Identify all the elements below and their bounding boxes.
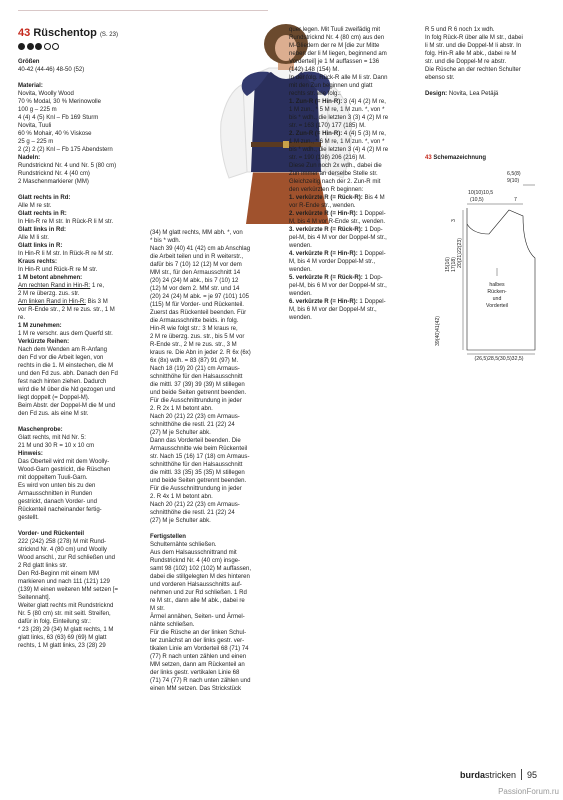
- text-line: Ärmel annähen, Seiten- und Ärmel-: [150, 614, 245, 620]
- text-line: 2 (2) 2 (2) Knl – Fb 175 Abendstern: [18, 147, 113, 153]
- text-line: schnitthöhe für den Halsausschnitt: [150, 462, 243, 468]
- section-heading: Hinweis:: [18, 451, 43, 457]
- text-line: Wood anschl., zur Rd schließen und: [18, 555, 116, 561]
- schema-neck-a: 10(10)10,5: [468, 190, 494, 196]
- text-line: folg. Hin-R alle M abk., dabei re M: [425, 51, 517, 57]
- text-line: wird die M über die Nd gezogen und: [18, 387, 116, 393]
- text-line: vor R-Ende str., wenden.: [289, 203, 356, 209]
- text-line: 2. R 4x 1 M betont abn.: [150, 494, 213, 500]
- difficulty-dot-filled: [18, 43, 25, 50]
- text-line: 4 (4) 4 (5) Knl – Fb 169 Sturm: [18, 115, 99, 121]
- text-line: wenden.: [289, 243, 312, 249]
- text-line: glatt links, 63 (63) 69 (69) M glatt: [18, 635, 107, 641]
- text-line: (71) 74 (77) R nach unten zählen und: [150, 678, 251, 684]
- text-line: Rundstricknd Nr. 4 (40 cm) insge-: [150, 558, 241, 564]
- text-line: 2. verkürzte R (= Hin-R): 1 Doppel-: [289, 211, 386, 217]
- schema-bottom: (26,5)28,5(30,5)32,5): [474, 356, 524, 362]
- section-heading: Material:: [18, 83, 43, 89]
- column-2-text: [150, 229, 276, 693]
- text-line: gestrickt, danach Vorder- und: [18, 499, 97, 505]
- pattern-title: [18, 26, 136, 42]
- section-heading: Glatt rechts in R:: [18, 211, 67, 217]
- text-line: str. = 163 (170) 177 (185) M.: [289, 123, 366, 129]
- column-1: [18, 26, 136, 650]
- text-line: fest nach hinten ziehen. Dadurch: [18, 379, 107, 385]
- text-line: Rückenteil nacheinander fertig-: [18, 507, 102, 513]
- text-line: ter zunächst an der links gestr. ver-: [150, 638, 245, 644]
- text-line: 60 % Mohair, 40 % Viskose: [18, 131, 92, 137]
- text-line: Rundstricknd Nr. 4 und Nr. 5 (80 cm): [18, 163, 117, 169]
- text-line: In Hin-R li M str. In Rück-R re M str.: [18, 251, 114, 257]
- text-line: 1 M zun., * 5 M re, 1 M zun. *, von *: [289, 107, 385, 113]
- text-line: rechts str. wie folg.:: [289, 91, 341, 97]
- text-line: neben der li M liegen, beginnend am: [289, 51, 387, 57]
- section-heading: Vorder- und Rückenteil: [18, 531, 85, 537]
- text-line: nähte schließen.: [150, 622, 195, 628]
- text-line: (20) 24 (24) M abk., bis 7 (10) 12: [150, 278, 239, 284]
- column-4-text: [425, 26, 547, 98]
- text-line: Alle M li str.: [18, 235, 49, 241]
- text-line: liegt doppelt (= Doppel-M).: [18, 395, 90, 401]
- text-line: 3. verkürzte R (= Rück-R): 1 Dop-: [289, 227, 383, 233]
- text-line: dafür bis 7 (10) 12 (12) M vor dem: [150, 262, 242, 268]
- text-line: Am rechten Rand in Hin-R: 1 re,: [18, 283, 105, 289]
- text-line: vor R-Ende str., 2 M re zus. str., 1 M: [18, 307, 115, 313]
- text-line: wenden.: [289, 267, 312, 273]
- column-4: [425, 26, 547, 162]
- text-line: gestellt.: [18, 515, 39, 521]
- text-line: Dann das Vorderteil beenden. Die: [150, 438, 241, 444]
- section-heading: Glatt rechts in Rd:: [18, 195, 71, 201]
- difficulty-dot-empty: [44, 43, 51, 50]
- text-line: 21 M und 30 R = 10 x 10 cm: [18, 443, 95, 449]
- pattern-name: Rüschentop: [33, 27, 97, 39]
- text-line: wenden.: [289, 315, 312, 321]
- text-line: die Armausschnitte beids. in folg.: [150, 318, 239, 324]
- text-line: (27) M je Schulter abk.: [150, 430, 211, 436]
- text-line: Design: Novita, Lea Petäjä: [425, 91, 499, 97]
- text-line: Nach dem Wenden am R-Anfang: [18, 347, 107, 353]
- text-line: M-Gliedern der re M [die zur Mitte: [289, 43, 380, 49]
- schematic-drawing: [425, 168, 550, 368]
- text-line: den verkürzten R beginnen:: [289, 187, 364, 193]
- text-line: samt 98 (102) 102 (102) M auffassen,: [150, 566, 252, 572]
- schema-label-3: und: [492, 296, 502, 302]
- difficulty-dot-filled: [35, 43, 42, 50]
- text-line: 2 Maschenmarkierer (MM): [18, 179, 89, 185]
- column-1-text: [18, 58, 136, 650]
- text-line: schnitthöhe für den Halsausschnitt: [150, 374, 243, 380]
- schema-drop: 3: [451, 219, 457, 222]
- difficulty-dot-empty: [52, 43, 59, 50]
- schema-body: 39(40)41(42): [435, 316, 441, 346]
- text-line: schnitthöhe die restl. 21 (22) 24: [150, 422, 235, 428]
- brand-light: stricken: [484, 770, 516, 780]
- brand-bold: burda: [459, 770, 485, 780]
- text-line: 1. verkürzte R (= Rück-R): Bis 4 M: [289, 195, 385, 201]
- text-line: der links gestr. vertikalen Linie 68: [150, 670, 240, 676]
- text-line: Es wird von unten bis zu den: [18, 483, 96, 489]
- text-line: MM str., für den Armausschnitt 14: [150, 270, 241, 276]
- text-line: Zuerst das Rückenteil beenden. Für: [150, 310, 247, 316]
- text-line: mit doppeltem Tuuli-Garn.: [18, 475, 88, 481]
- text-line: und vorderen Halsausschnitts auf-: [150, 582, 242, 588]
- section-heading: Fertigstellen: [150, 534, 186, 540]
- text-line: Seitennaht].: [18, 595, 51, 601]
- text-line: schnitthöhe die restl. 21 (22) 24: [150, 510, 235, 516]
- text-line: Für die Ausschnittrundung in jeder: [150, 486, 242, 492]
- section-heading: Kraus rechts:: [18, 259, 57, 265]
- text-line: R-Ende str., 2 M re zus. str., 3 M: [150, 342, 237, 348]
- text-line: den Fd zus. als eine M str.: [18, 411, 89, 417]
- schema-label-4: Vorderteil: [486, 303, 508, 309]
- section-heading: Nadeln:: [18, 155, 41, 161]
- text-line: Nach 20 (21) 22 (23) cm Armaus-: [150, 414, 240, 420]
- text-line: Beim Abstr. der Doppel-M die M und: [18, 403, 116, 409]
- text-line: 2 M re überzg. zus. str.: [18, 291, 80, 297]
- text-line: re M str., dann alle M abk., dabei re: [150, 598, 245, 604]
- text-line: 5. verkürzte R (= Rück-R): 1 Dop-: [289, 275, 383, 281]
- page-reference: (S. 23): [99, 32, 118, 38]
- schema-armhole-c: 20(21)22(23): [457, 238, 463, 268]
- text-line: Nr. 5 (80 cm) str. mit seitl. Streifen,: [18, 611, 111, 617]
- text-line: 2 Rd glatt links str.: [18, 563, 68, 569]
- text-line: Aus dem Halsausschnittrand mit: [150, 550, 237, 556]
- schema-title: Schemazeichnung: [433, 155, 487, 161]
- text-line: und den Fd zus. abh. Danach den Fd: [18, 371, 118, 377]
- text-line: bis * wdh., die letzten 3 (4) 4 (2) M re: [289, 147, 389, 153]
- text-line: mit den Zun beginnen und glatt: [289, 83, 373, 89]
- footer-separator: [521, 769, 522, 780]
- text-line: Das Oberteil wird mit dem Woolly-: [18, 459, 110, 465]
- text-line: die Arbeit teilen und in R weiterstr.,: [150, 254, 244, 260]
- column-2: [150, 229, 276, 693]
- text-line: MM setzen, dann am Rückenteil an: [150, 662, 245, 668]
- text-line: (34) M glatt rechts, MM abh. *, von: [150, 230, 243, 236]
- text-line: Nach 20 (21) 22 (23) cm Armaus-: [150, 502, 240, 508]
- text-line: 2. Zun-R (= Hin-R): 4 (4) 5 (3) M re,: [289, 131, 386, 137]
- text-line: 1 M re verschr. aus dem Querfd str.: [18, 331, 113, 337]
- text-line: str. = 190 (198) 206 (216) M.: [289, 155, 366, 161]
- page-footer: [460, 769, 537, 780]
- section-heading: Glatt links in R:: [18, 243, 63, 249]
- text-line: quer legen. Mit Tuuli zweifädig mit: [289, 27, 381, 33]
- schema-number: 43: [425, 155, 432, 161]
- text-line: 2 M re überzg. zus. str., bis 5 M vor: [150, 334, 245, 340]
- text-line: (27) M je Schulter abk.: [150, 518, 211, 524]
- text-line: Vorderteil] je 1 M auffassen = 136: [289, 59, 380, 65]
- text-line: Wood-Garn gestrickt, die Rüschen: [18, 467, 111, 473]
- text-line: Armausschnitte wie beim Rückenteil: [150, 446, 248, 452]
- text-line: Diese Zun noch 2x wdh., dabei die: [289, 163, 382, 169]
- section-heading: Größen: [18, 59, 40, 65]
- text-line: Die Rüsche an der rechten Schulter: [425, 67, 521, 73]
- text-line: den Fd vor die Arbeit legen, von: [18, 355, 104, 361]
- schema-label-2: Rücken-: [487, 289, 507, 295]
- text-line: 4. verkürzte R (= Hin-R): 1 Doppel-: [289, 251, 386, 257]
- schema-outline: [467, 208, 535, 350]
- text-line: ebenso str.: [425, 75, 455, 81]
- schema-top-a: 6,5(8): [507, 171, 521, 177]
- text-line: Nach 18 (19) 20 (21) cm Armaus-: [150, 366, 240, 372]
- text-line: die mittl. 33 (35) 35 (35) M stillegen: [150, 470, 245, 476]
- text-line: R 5 und R 6 noch 1x wdh.: [425, 27, 495, 33]
- text-line: rechts in die 1. M einstechen, die M: [18, 363, 114, 369]
- text-line: dafür in folg. Einteilung str.:: [18, 619, 91, 625]
- text-line: wenden.: [289, 291, 312, 297]
- text-line: M str.: [150, 606, 165, 612]
- text-line: (12) M vor dem 2. MM str. und 14: [150, 286, 240, 292]
- text-line: In der folg. Rück-R alle M li str. Dann: [289, 75, 388, 81]
- text-line: Novita, Woolly Wood: [18, 91, 74, 97]
- text-line: tikalen Linie am Vorderteil 68 (71) 74: [150, 646, 249, 652]
- top-divider: [18, 10, 268, 11]
- text-line: Rundstricknd Nr. 4 (80 cm) aus den: [289, 35, 385, 41]
- text-line: In Hin-R und Rück-R re M str.: [18, 267, 98, 273]
- pattern-number: 43: [18, 27, 31, 39]
- text-line: M, bis 4 M vorder Doppel-M str.,: [289, 259, 376, 265]
- text-line: 1. Zun-R (= Hin-R): 3 (4) 4 (2) M re,: [289, 99, 386, 105]
- text-line: 70 % Modal, 30 % Merinowolle: [18, 99, 102, 105]
- text-line: 100 g – 225 m: [18, 107, 57, 113]
- text-line: 6x (8x) wdh. = 83 (87) 91 (97) M.: [150, 358, 239, 364]
- text-line: In Hin-R re M str. In Rück-R li M str.: [18, 219, 114, 225]
- schema-shoulder: 7: [514, 197, 517, 203]
- text-line: str. Nach 15 (16) 17 (18) cm Armaus-: [150, 454, 250, 460]
- text-line: Armausschnitten in Runden: [18, 491, 93, 497]
- text-line: Für die Ausschnittrundung in jeder: [150, 398, 242, 404]
- schema-neck-b: (10,5): [470, 197, 484, 203]
- text-line: (77) R nach unten zählen und einen: [150, 654, 247, 660]
- text-line: Den Rd-Beginn mit einem MM: [18, 571, 99, 577]
- text-line: Für die Rüsche an der linken Schul-: [150, 630, 247, 636]
- text-line: str. und die Doppel-M re abstr.: [425, 59, 507, 65]
- text-line: bis * wdh., die letzten 3 (3) 4 (2) M re: [289, 115, 389, 121]
- column-3: [289, 26, 415, 322]
- page-number: 95: [526, 770, 537, 780]
- text-line: Nach 39 (40) 41 (42) cm ab Anschlag: [150, 246, 251, 252]
- text-line: 40-42 (44-46) 48-50 (52): [18, 67, 85, 73]
- text-line: einen MM setzen. Das Strickstück: [150, 686, 242, 692]
- text-line: stricknd Nr. 4 (80 cm) und Woolly: [18, 547, 107, 553]
- text-line: Alle M re str.: [18, 203, 52, 209]
- text-line: Schulternähte schließen.: [150, 542, 217, 548]
- text-line: Zun immer an derselbe Stelle str.: [289, 171, 378, 177]
- text-line: (142) 148 (154) M.: [289, 67, 340, 73]
- text-line: Gleichzeitig nach der 2. Zun-R mit: [289, 179, 381, 185]
- text-line: dabei die stillgelegten M des hinteren: [150, 574, 250, 580]
- text-line: 25 g – 225 m: [18, 139, 54, 145]
- schema-top-b: 9(10): [507, 178, 520, 184]
- difficulty-dot-filled: [27, 43, 34, 50]
- section-heading: Verkürzte Reihen:: [18, 339, 70, 345]
- text-line: li M str. und die Doppel-M li abstr. In: [425, 43, 522, 49]
- text-line: nehmen und zur Rd schließen. 1 Rd: [150, 590, 247, 596]
- section-heading: Glatt links in Rd:: [18, 227, 67, 233]
- text-line: (115) M für Vorder- und Rückenteil.: [150, 302, 244, 308]
- text-line: re.: [18, 315, 26, 321]
- text-line: M, bis 4 M vor R-Ende str., wenden.: [289, 219, 386, 225]
- text-line: * 23 (28) 29 (34) M glatt rechts, 1 M: [18, 627, 114, 633]
- text-line: * bis * wdh.: [150, 238, 181, 244]
- text-line: und beide Seiten getrennt beenden.: [150, 478, 247, 484]
- text-line: Glatt rechts, mit Nd Nr. 5:: [18, 435, 86, 441]
- text-line: pel-M, bis 6 M vor der Doppel-M str.,: [289, 283, 387, 289]
- text-line: Rundstricknd Nr. 4 (40 cm): [18, 171, 90, 177]
- section-heading: 1 M zunehmen:: [18, 323, 62, 329]
- text-line: (139) M einen weiteren MM setzen [=: [18, 587, 118, 593]
- schema-armhole-a: 15(16): [445, 257, 451, 272]
- schema-heading: [425, 154, 547, 162]
- text-line: M, bis 6 M vor der Doppel-M str.,: [289, 307, 377, 313]
- text-line: (20) 24 (24) M abk. = je 97 (101) 105: [150, 294, 249, 300]
- text-line: 2. R 2x 1 M betont abn.: [150, 406, 213, 412]
- difficulty-rating: [18, 43, 136, 51]
- text-line: kraus re. Die Abn in jeder 2. R 6x (6x): [150, 350, 251, 356]
- section-heading: Maschenprobe:: [18, 427, 63, 433]
- text-line: Novita, Tuuli: [18, 123, 52, 129]
- text-line: markieren und nach 111 (121) 129: [18, 579, 110, 585]
- schema-label-1: halbes: [489, 282, 505, 288]
- text-line: Am linken Rand in Hin-R: Bis 3 M: [18, 299, 108, 305]
- text-line: In folg Rück-R über alle M str., dabei: [425, 35, 523, 41]
- text-line: pel-M, bis 4 M vor der Doppel-M str.,: [289, 235, 387, 241]
- text-line: Weiter glatt rechts mit Rundstricknd: [18, 603, 114, 609]
- watermark: PassionForum.ru: [498, 787, 559, 796]
- text-line: 1 M zun., * 6 M re, 1 M zun. *, von *: [289, 139, 385, 145]
- text-line: Hin-R wie folgt str.: 3 M kraus re,: [150, 326, 238, 332]
- text-line: und beide Seiten getrennt beenden.: [150, 390, 247, 396]
- text-line: rechts, 1 M glatt links, 23 (28) 29: [18, 643, 106, 649]
- schema-armhole-b: 17(18): [451, 257, 457, 272]
- section-heading: 1 M betont abnehmen:: [18, 275, 83, 281]
- text-line: die mittl. 37 (39) 39 (39) M stillegen: [150, 382, 245, 388]
- column-3-text: [289, 26, 415, 322]
- text-line: 6. verkürzte R (= Hin-R): 1 Doppel-: [289, 299, 386, 305]
- text-line: 222 (242) 258 (278) M mit Rund-: [18, 539, 107, 545]
